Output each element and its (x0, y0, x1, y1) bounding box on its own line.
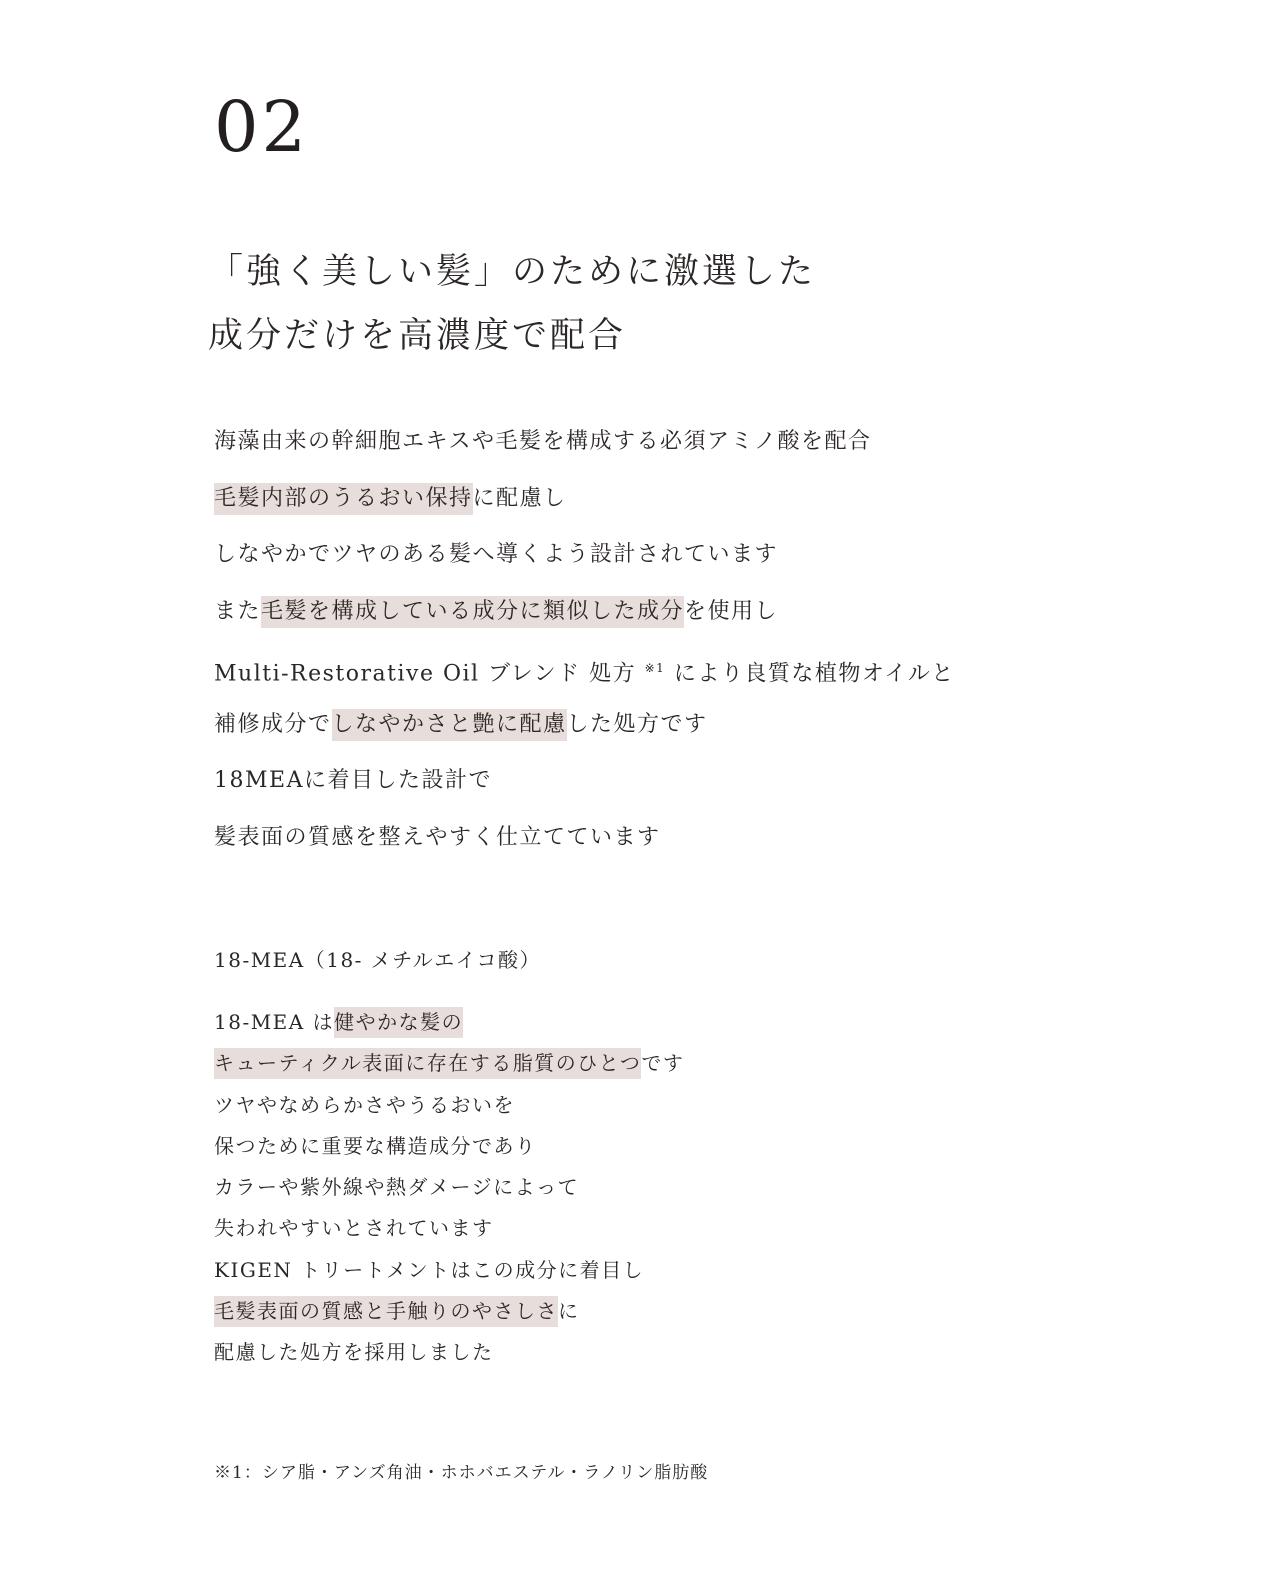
mea-line (214, 1043, 684, 1084)
mea-line (214, 1250, 684, 1291)
body-text: しなやかでツヤのある髪へ導くよう設計されています (214, 542, 779, 567)
body-text: に配慮し (472, 485, 567, 511)
body-text: 補修成分で (214, 711, 332, 737)
body-text: 保つために重要な構造成分であり (214, 1133, 537, 1158)
body-line (214, 414, 955, 471)
body-text: に (558, 1299, 580, 1324)
body-line (214, 471, 955, 528)
highlighted-text: キューティクル表面に存在する脂質のひとつ (214, 1048, 641, 1079)
heading-line-1: 「強く美しい髪」のために激選した (208, 252, 817, 292)
highlighted-text: 健やかな髪の (334, 1007, 463, 1038)
body-line (214, 527, 955, 584)
mea-line (214, 1002, 684, 1043)
mea-line (214, 1085, 684, 1126)
body-text: 18-MEA は (214, 1010, 335, 1034)
body-line (214, 697, 955, 754)
body-line (214, 810, 955, 867)
body-text: を使用し (684, 598, 779, 624)
highlighted-text: 毛髪内部のうるおい保持 (214, 483, 473, 515)
highlighted-text: しなやかさと艶に配慮 (332, 709, 567, 741)
footnote-marker: ※1 (644, 661, 666, 675)
body-text: 海藻由来の幹細胞エキスや毛髪を構成する必須アミノ酸を配合 (214, 429, 872, 454)
body-text: 失われやすいとされています (214, 1216, 494, 1241)
body-text: により良質な植物オイルと (665, 661, 955, 687)
body-text: 髪表面の質感を整えやすく仕立てています (214, 824, 661, 850)
body-text: KIGEN トリートメントはこの成分に着目し (214, 1257, 645, 1282)
section-heading (208, 240, 816, 368)
mea-line (214, 1291, 684, 1332)
highlighted-text: 毛髪を構成している成分に類似した成分 (261, 596, 684, 628)
body-text: した処方です (566, 711, 708, 737)
body-line (214, 753, 955, 810)
heading-line-2: 成分だけを高濃度で配合 (208, 316, 627, 356)
footnote: ※1：シア脂・アンズ角油・ホホバエステル・ラノリン脂肪酸 (214, 1463, 709, 1483)
ingredient-description (214, 1002, 684, 1374)
body-text: 配慮した処方を採用しました (214, 1340, 494, 1365)
body-line (214, 584, 955, 641)
body-text: です (641, 1051, 685, 1076)
body-text: Multi-Restorative Oil ブレンド 処方 (214, 661, 645, 687)
mea-line (214, 1332, 684, 1373)
description-paragraph (214, 414, 955, 866)
mea-line (214, 1167, 684, 1208)
body-text: カラーや紫外線や熱ダメージによって (214, 1175, 580, 1200)
ingredient-title: 18-MEA（18- メチルエイコ酸） (214, 948, 541, 972)
highlighted-text: 毛髪表面の質感と手触りのやさしさ (214, 1296, 558, 1327)
body-text: ツヤやなめらかさやうるおいを (214, 1092, 515, 1117)
section-number: 02 (214, 86, 310, 168)
mea-line (214, 1126, 684, 1167)
body-text: また (214, 598, 262, 624)
body-line (214, 640, 955, 697)
mea-line (214, 1208, 684, 1249)
body-text: 18MEAに着目した設計で (214, 768, 492, 793)
